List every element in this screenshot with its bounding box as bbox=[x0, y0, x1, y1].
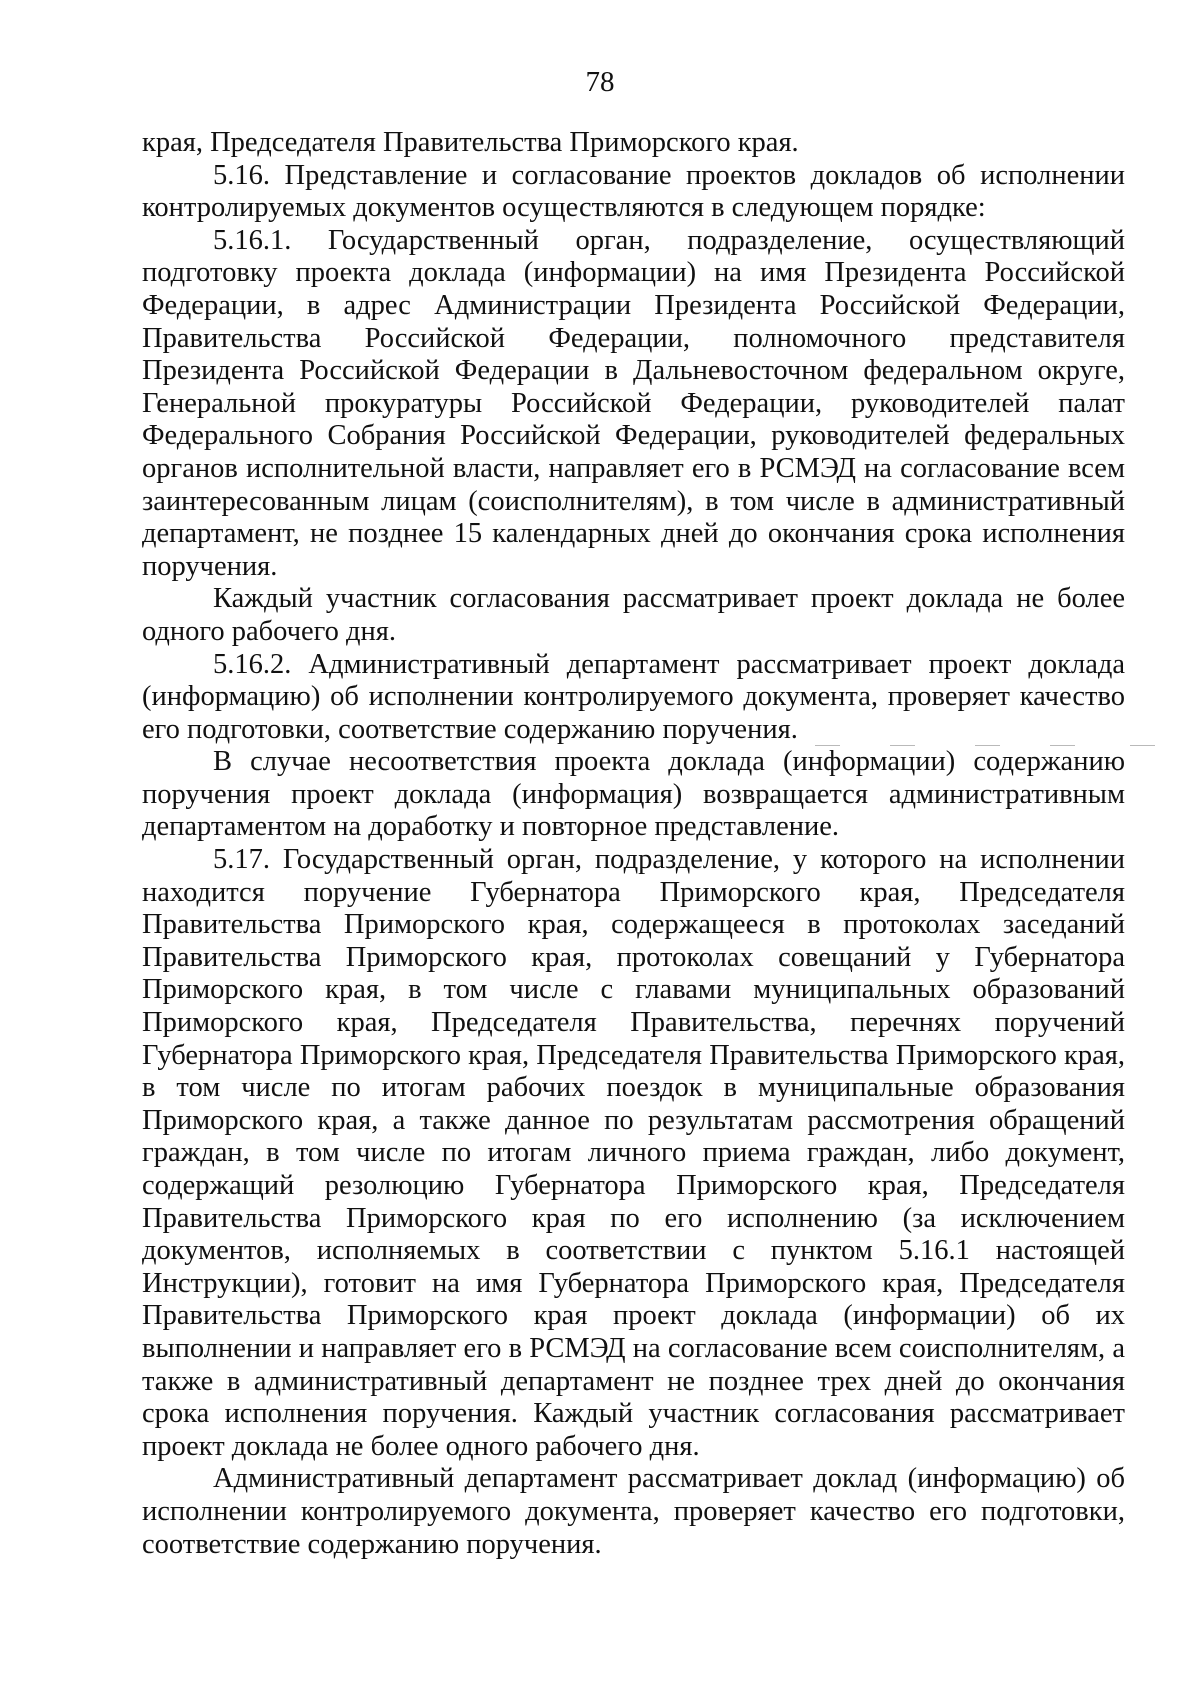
scan-artifact-line bbox=[975, 745, 1000, 746]
paragraph-5-16-2: 5.16.2. Административный департамент рассматривает проект доклада (информацию) об исполнении контролируемого документа, проверяет качество его подготовки, соответствие содержанию поручения. bbox=[142, 648, 1125, 745]
paragraph-review-period: Каждый участник согласования рассматривает проект доклада не более одного рабочего дня. bbox=[142, 583, 1125, 647]
scan-artifact-line bbox=[890, 745, 915, 746]
paragraph-admin-review: Административный департамент рассматривает доклад (информацию) об исполнении контролируемого документа, проверяет качество его подготовки, соответствие содержанию поручения. bbox=[142, 1463, 1125, 1560]
scan-artifact-line bbox=[815, 745, 840, 746]
page-number: 78 bbox=[585, 66, 615, 98]
scan-artifact-line bbox=[1050, 745, 1075, 746]
paragraph-return-for-revision: В случае несоответствия проекта доклада (информации) содержанию поручения проект доклада (информация) возвращается административным департаментом на доработку и повторное представление. bbox=[142, 746, 1125, 843]
document-body bbox=[142, 127, 1125, 1561]
paragraph-continuation: края, Председателя Правительства Приморского края. bbox=[142, 127, 799, 158]
paragraph-5-17: 5.17. Государственный орган, подразделение, у которого на исполнении находится поручение Губернатора Приморского края, Председателя Правительства Приморского края, содержащееся в протоколах заседаний Правительства Приморского края, протоколах совещаний у Губернатора Приморского края, в том числе с главами муниципальных образований Приморского края, Председателя Правительства, перечнях поручений Губернатора Приморского края, Председателя Правительства Приморского края, в том числе по итогам рабочих поездок в муниципальные образования Приморского края, а также данное по результатам рассмотрения обращений граждан, в том числе по итогам личного приема граждан, либо документ, содержащий резолюцию Губернатора Приморского края, Председателя Правительства Приморского края по его исполнению (за исключением документов, исполняемых в соответствии с пунктом 5.16.1 настоящей Инструкции), готовит на имя Губернатора Приморского края, Председателя Правительства Приморского края проект доклада (информации) об их выполнении и направляет его в РСМЭД на согласование всем соисполнителям, а также в административный департамент не позднее трех дней до окончания срока исполнения поручения. Каждый участник согласования рассматривает проект доклада не более одного рабочего дня. bbox=[142, 844, 1125, 1462]
paragraph-5-16-1: 5.16.1. Государственный орган, подразделение, осуществляющий подготовку проекта доклада (информации) на имя Президента Российской Федерации, в адрес Администрации Президента Российской Федерации, Правительства Российской Федерации, полномочного представителя Президента Российской Федерации в Дальневосточном федеральном округе, Генеральной прокуратуры Российской Федерации, руководителей палат Федерального Собрания Российской Федерации, руководителей федеральных органов исполнительной власти, направляет его в РСМЭД на согласование всем заинтересованным лицам (соисполнителям), в том числе в административный департамент, не позднее 15 календарных дней до окончания срока исполнения поручения. bbox=[142, 224, 1125, 582]
scan-artifact-line bbox=[1130, 745, 1155, 746]
paragraph-5-16: 5.16. Представление и согласование проектов докладов об исполнении контролируемых документов осуществляются в следующем порядке: bbox=[142, 159, 1125, 224]
